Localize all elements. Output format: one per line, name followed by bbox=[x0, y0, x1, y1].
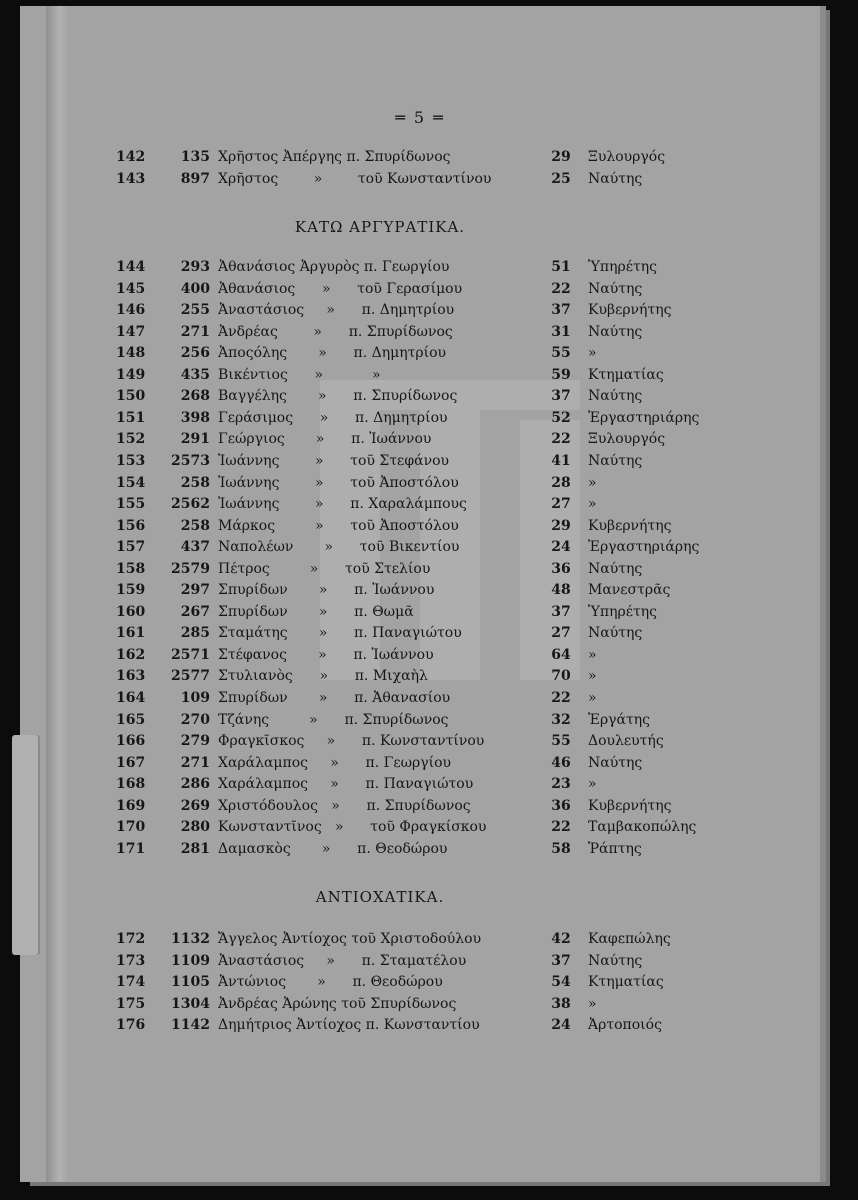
entry-number: 161 bbox=[116, 625, 146, 642]
registry-number: 437 bbox=[180, 539, 210, 556]
person-age: 27 bbox=[551, 625, 571, 642]
registry-number: 271 bbox=[180, 323, 210, 340]
person-name: Ἀντώνιος » π. Θεοδώρου bbox=[218, 974, 443, 991]
person-age: 59 bbox=[551, 366, 571, 383]
person-name: Χαράλαμπος » π. Γεωργίου bbox=[218, 754, 452, 771]
register-row bbox=[0, 472, 858, 494]
entry-number: 142 bbox=[116, 149, 146, 165]
registry-number: 2579 bbox=[171, 560, 210, 577]
person-name: Χαράλαμπος » π. Παναγιώτου bbox=[218, 776, 474, 793]
person-occupation: » bbox=[588, 776, 597, 793]
person-name: Σπυρίδων » π. Ἰωάννου bbox=[218, 582, 435, 599]
person-age: 55 bbox=[551, 733, 571, 750]
person-name: Στυλιανὸς » π. Μιχαὴλ bbox=[218, 668, 428, 685]
person-name: Ἀναστάσιος » π. Σταματέλου bbox=[218, 952, 467, 969]
person-age: 42 bbox=[551, 931, 571, 947]
entry-number: 148 bbox=[116, 345, 146, 362]
person-age: 41 bbox=[551, 452, 571, 469]
person-age: 70 bbox=[551, 668, 571, 685]
person-name: Πέτρος » τοῦ Στελίου bbox=[218, 560, 431, 577]
person-age: 37 bbox=[551, 388, 571, 405]
person-occupation: Κτηματίας bbox=[588, 974, 664, 991]
person-occupation: Ναύτης bbox=[588, 625, 643, 642]
section-title-kato-argyratika: ΚΑΤΩ ΑΡΓΥΡΑΤΙΚΑ. bbox=[294, 218, 466, 236]
person-name: Γεράσιμος » π. Δημητρίου bbox=[218, 409, 448, 426]
person-age: 55 bbox=[551, 345, 571, 362]
person-occupation: » bbox=[588, 646, 597, 663]
entry-number: 158 bbox=[116, 560, 146, 577]
register-row bbox=[0, 795, 858, 817]
person-name: Ἀθανάσιος Ἀργυρὸς π. Γεωργίου bbox=[218, 259, 450, 275]
person-name: Ἀθανάσιος » τοῦ Γερασίμου bbox=[218, 280, 463, 297]
register-row bbox=[0, 450, 858, 472]
entry-number: 170 bbox=[116, 819, 146, 836]
person-name: Ἰωάννης » τοῦ Ἀποστόλου bbox=[218, 474, 459, 491]
person-occupation: Μανεστρᾶς bbox=[588, 582, 671, 599]
registry-number: 281 bbox=[180, 840, 210, 857]
registry-number: 1304 bbox=[171, 995, 210, 1012]
entry-number: 173 bbox=[116, 952, 146, 969]
registry-number: 2571 bbox=[171, 646, 210, 663]
registry-number: 2562 bbox=[171, 496, 210, 513]
entry-number: 154 bbox=[116, 474, 146, 491]
person-age: 37 bbox=[551, 952, 571, 969]
register-row bbox=[0, 278, 858, 300]
entry-number: 168 bbox=[116, 776, 146, 793]
entry-number: 150 bbox=[116, 388, 146, 405]
registry-number: 269 bbox=[180, 797, 210, 814]
person-name: Σταμάτης » π. Παναγιώτου bbox=[218, 625, 462, 642]
person-name: Γεώργιος » π. Ἰωάννου bbox=[218, 431, 432, 448]
entry-number: 153 bbox=[116, 452, 146, 469]
person-age: 38 bbox=[551, 995, 571, 1012]
registry-number: 1109 bbox=[171, 952, 210, 969]
person-age: 37 bbox=[551, 603, 571, 620]
person-occupation: Ἐργάτης bbox=[588, 711, 650, 728]
person-occupation: Ναύτης bbox=[588, 452, 643, 469]
register-row bbox=[0, 644, 858, 666]
registry-number: 285 bbox=[180, 625, 210, 642]
person-age: 24 bbox=[551, 1017, 571, 1034]
person-occupation: Καφεπώλης bbox=[588, 931, 671, 947]
registry-number: 268 bbox=[180, 388, 210, 405]
entry-number: 169 bbox=[116, 797, 146, 814]
registry-number: 293 bbox=[180, 259, 210, 275]
person-age: 29 bbox=[551, 517, 571, 534]
person-occupation: Κυβερνήτης bbox=[588, 797, 672, 814]
entry-number: 151 bbox=[116, 409, 146, 426]
entry-number: 162 bbox=[116, 646, 146, 663]
person-age: 29 bbox=[551, 149, 571, 165]
register-row bbox=[0, 536, 858, 558]
person-age: 64 bbox=[551, 646, 571, 663]
register-row bbox=[0, 665, 858, 687]
person-name: Ναπολέων » τοῦ Βικεντίου bbox=[218, 539, 460, 556]
registry-number: 280 bbox=[180, 819, 210, 836]
registry-number: 286 bbox=[180, 776, 210, 793]
entry-number: 149 bbox=[116, 366, 146, 383]
person-age: 22 bbox=[551, 819, 571, 836]
entry-number: 160 bbox=[116, 603, 146, 620]
entry-number: 144 bbox=[116, 259, 146, 275]
register-row bbox=[0, 950, 858, 972]
person-name: Στέφανος » π. Ἰωάννου bbox=[218, 646, 434, 663]
person-age: 51 bbox=[551, 259, 571, 275]
register-row bbox=[0, 993, 858, 1015]
register-row bbox=[0, 168, 858, 190]
register-row bbox=[0, 321, 858, 343]
person-occupation: Ναύτης bbox=[588, 754, 643, 771]
entry-number: 167 bbox=[116, 754, 146, 771]
person-age: 23 bbox=[551, 776, 571, 793]
entry-number: 176 bbox=[116, 1017, 146, 1034]
registry-number: 135 bbox=[180, 149, 210, 165]
registry-number: 255 bbox=[180, 302, 210, 319]
registry-number: 291 bbox=[180, 431, 210, 448]
entry-number: 157 bbox=[116, 539, 146, 556]
person-name: Κωνσταντῖνος » τοῦ Φραγκίσκου bbox=[218, 819, 487, 836]
page-number: ═ 5 ═ bbox=[395, 108, 445, 127]
register-row bbox=[0, 342, 858, 364]
person-age: 54 bbox=[551, 974, 571, 991]
entry-number: 165 bbox=[116, 711, 146, 728]
person-occupation: Δουλευτής bbox=[588, 733, 664, 750]
register-row bbox=[0, 928, 858, 950]
register-row bbox=[0, 428, 858, 450]
person-age: 46 bbox=[551, 754, 571, 771]
register-row bbox=[0, 752, 858, 774]
person-occupation: » bbox=[588, 345, 597, 362]
registry-number: 109 bbox=[180, 690, 210, 706]
person-name: Χριστόδουλος » π. Σπυρίδωνος bbox=[218, 797, 471, 814]
entry-number: 171 bbox=[116, 840, 146, 857]
person-age: 22 bbox=[551, 690, 571, 706]
person-name: Ἀναστάσιος » π. Δημητρίου bbox=[218, 302, 455, 319]
person-name: Δαμασκὸς » π. Θεοδώρου bbox=[218, 840, 448, 857]
registry-number: 2577 bbox=[171, 668, 210, 685]
person-occupation: Ναύτης bbox=[588, 323, 643, 340]
person-occupation: Ναύτης bbox=[588, 280, 643, 297]
person-occupation: Ἐργαστηριάρης bbox=[588, 539, 700, 556]
person-name: Ἰωάννης » τοῦ Στεφάνου bbox=[218, 452, 450, 469]
person-occupation: Ξυλουργός bbox=[588, 149, 666, 165]
entry-number: 172 bbox=[116, 931, 146, 947]
person-name: Βαγγέλης » π. Σπυρίδωνος bbox=[218, 388, 458, 405]
register-row bbox=[0, 622, 858, 644]
registry-number: 258 bbox=[180, 474, 210, 491]
person-occupation: Κυβερνήτης bbox=[588, 517, 672, 534]
person-age: 48 bbox=[551, 582, 571, 599]
person-age: 36 bbox=[551, 560, 571, 577]
person-name: Χρῆστος Ἀπέργης π. Σπυρίδωνος bbox=[218, 149, 451, 165]
register-row bbox=[0, 579, 858, 601]
person-occupation: Ναύτης bbox=[588, 952, 643, 969]
register-row bbox=[0, 601, 858, 623]
person-age: 28 bbox=[551, 474, 571, 491]
register-row bbox=[0, 730, 858, 752]
person-name: Ἰωάννης » π. Χαραλάμπους bbox=[218, 496, 467, 513]
person-name: Δημήτριος Ἀντίοχος π. Κωνσταντίου bbox=[218, 1017, 480, 1034]
register-row bbox=[0, 558, 858, 580]
entry-number: 145 bbox=[116, 280, 146, 297]
person-name: Φραγκῖσκος » π. Κωνσταντίνου bbox=[218, 733, 485, 750]
register-row bbox=[0, 493, 858, 515]
registry-number: 271 bbox=[180, 754, 210, 771]
person-name: Ἀνδρέας » π. Σπυρίδωνος bbox=[218, 323, 453, 340]
registry-number: 2573 bbox=[171, 452, 210, 469]
person-age: 32 bbox=[551, 711, 571, 728]
person-age: 36 bbox=[551, 797, 571, 814]
entry-number: 143 bbox=[116, 171, 146, 187]
registry-number: 1105 bbox=[171, 974, 210, 991]
person-occupation: Ἐργαστηριάρης bbox=[588, 409, 700, 426]
registry-number: 270 bbox=[180, 711, 210, 728]
person-occupation: » bbox=[588, 995, 597, 1012]
person-occupation: » bbox=[588, 496, 597, 513]
registry-number: 435 bbox=[180, 366, 210, 383]
person-occupation: Ναύτης bbox=[588, 171, 643, 187]
person-age: 27 bbox=[551, 496, 571, 513]
register-row bbox=[0, 971, 858, 993]
person-name: Ἀνδρέας Ἀρώνης τοῦ Σπυρίδωνος bbox=[218, 995, 457, 1012]
registry-number: 1132 bbox=[171, 931, 210, 947]
registry-number: 897 bbox=[180, 171, 210, 187]
entry-number: 152 bbox=[116, 431, 146, 448]
register-row bbox=[0, 838, 858, 860]
registry-number: 267 bbox=[180, 603, 210, 620]
entry-number: 166 bbox=[116, 733, 146, 750]
person-name: Ἀποςόλης » π. Δημητρίου bbox=[218, 345, 447, 362]
person-age: 37 bbox=[551, 302, 571, 319]
registry-number: 297 bbox=[180, 582, 210, 599]
register-row bbox=[0, 385, 858, 407]
entry-number: 159 bbox=[116, 582, 146, 599]
person-occupation: Κτηματίας bbox=[588, 366, 664, 383]
entry-number: 156 bbox=[116, 517, 146, 534]
person-age: 52 bbox=[551, 409, 571, 426]
person-age: 31 bbox=[551, 323, 571, 340]
registry-number: 398 bbox=[180, 409, 210, 426]
person-occupation: Ὑπηρέτης bbox=[588, 259, 657, 275]
section-title-antiochatika: ΑΝΤΙΟΧΑΤΙΚΑ. bbox=[315, 888, 445, 906]
person-occupation: Ξυλουργός bbox=[588, 431, 666, 448]
person-age: 24 bbox=[551, 539, 571, 556]
person-name: Χρῆστος » τοῦ Κωνσταντίνου bbox=[218, 171, 492, 187]
person-occupation: Κυβερνήτης bbox=[588, 302, 672, 319]
registry-number: 400 bbox=[180, 280, 210, 297]
register-row bbox=[0, 687, 858, 709]
register-row bbox=[0, 773, 858, 795]
person-name: Τζάνης » π. Σπυρίδωνος bbox=[218, 711, 449, 728]
person-occupation: » bbox=[588, 668, 597, 685]
person-name: Μάρκος » τοῦ Ἀποστόλου bbox=[218, 517, 459, 534]
entry-number: 147 bbox=[116, 323, 146, 340]
person-name: Ἄγγελος Ἀντίοχος τοῦ Χριστοδούλου bbox=[218, 931, 482, 947]
register-row bbox=[0, 407, 858, 429]
register-row bbox=[0, 299, 858, 321]
person-name: Σπυρίδων » π. Ἀθανασίου bbox=[218, 690, 451, 706]
register-row bbox=[0, 146, 858, 168]
register-row bbox=[0, 816, 858, 838]
register-row bbox=[0, 709, 858, 731]
register-row bbox=[0, 515, 858, 537]
register-row bbox=[0, 256, 858, 278]
registry-number: 279 bbox=[180, 733, 210, 750]
person-occupation: Ὑπηρέτης bbox=[588, 603, 657, 620]
person-age: 22 bbox=[551, 280, 571, 297]
person-occupation: » bbox=[588, 474, 597, 491]
person-name: Σπυρίδων » π. Θωμᾶ bbox=[218, 603, 414, 620]
register-row bbox=[0, 1014, 858, 1036]
entry-number: 164 bbox=[116, 690, 146, 706]
entry-number: 174 bbox=[116, 974, 146, 991]
entry-number: 146 bbox=[116, 302, 146, 319]
entry-number: 155 bbox=[116, 496, 146, 513]
registry-number: 1142 bbox=[171, 1017, 210, 1034]
entry-number: 163 bbox=[116, 668, 146, 685]
person-occupation: Ναύτης bbox=[588, 388, 643, 405]
registry-number: 256 bbox=[180, 345, 210, 362]
entry-number: 175 bbox=[116, 995, 146, 1012]
person-age: 22 bbox=[551, 431, 571, 448]
register-row bbox=[0, 364, 858, 386]
person-occupation: Ἀρτοποιός bbox=[588, 1017, 662, 1034]
registry-number: 258 bbox=[180, 517, 210, 534]
person-occupation: Ῥάπτης bbox=[588, 840, 642, 857]
person-age: 25 bbox=[551, 171, 571, 187]
person-age: 58 bbox=[551, 840, 571, 857]
person-occupation: Ναύτης bbox=[588, 560, 643, 577]
person-name: Βικέντιος » » bbox=[218, 366, 381, 383]
person-occupation: » bbox=[588, 690, 597, 706]
person-occupation: Ταμβακοπώλης bbox=[588, 819, 697, 836]
